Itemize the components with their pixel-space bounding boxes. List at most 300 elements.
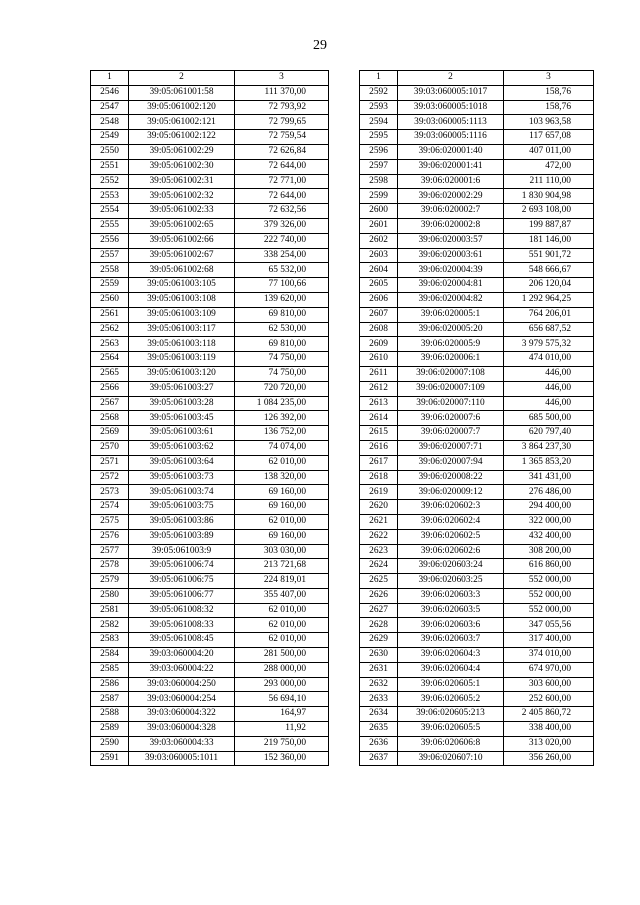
row-number: 2602 bbox=[360, 233, 398, 248]
cadastral-number: 39:06:020004:81 bbox=[398, 278, 504, 293]
row-number: 2610 bbox=[360, 352, 398, 367]
row-number: 2555 bbox=[91, 218, 129, 233]
cadastral-number: 39:03:060005:1113 bbox=[398, 115, 504, 130]
cadastral-number: 39:06:020004:39 bbox=[398, 263, 504, 278]
row-number: 2577 bbox=[91, 544, 129, 559]
table-row bbox=[360, 455, 594, 470]
row-number: 2633 bbox=[360, 692, 398, 707]
row-number: 2589 bbox=[91, 722, 129, 737]
table-row bbox=[91, 115, 329, 130]
row-number: 2563 bbox=[91, 337, 129, 352]
row-number: 2631 bbox=[360, 662, 398, 677]
cadastral-number: 39:05:061006:75 bbox=[129, 574, 235, 589]
cadastral-number: 39:05:061002:121 bbox=[129, 115, 235, 130]
table-row bbox=[91, 130, 329, 145]
cadastral-number: 39:06:020603:5 bbox=[398, 603, 504, 618]
cadastral-value: 2 405 860,72 bbox=[504, 707, 594, 722]
table-row bbox=[360, 130, 594, 145]
cadastral-number: 39:06:020603:24 bbox=[398, 559, 504, 574]
cadastral-number: 39:05:061002:120 bbox=[129, 100, 235, 115]
table-row bbox=[360, 85, 594, 100]
cadastral-number: 39:03:060005:1011 bbox=[129, 751, 235, 766]
cadastral-value: 552 000,00 bbox=[504, 588, 594, 603]
table-row bbox=[91, 544, 329, 559]
row-number: 2591 bbox=[91, 751, 129, 766]
cadastral-number: 39:05:061002:65 bbox=[129, 218, 235, 233]
table-row bbox=[91, 248, 329, 263]
cadastral-number: 39:06:020603:7 bbox=[398, 633, 504, 648]
row-number: 2619 bbox=[360, 485, 398, 500]
cadastral-number: 39:06:020002:7 bbox=[398, 204, 504, 219]
row-number: 2630 bbox=[360, 648, 398, 663]
row-number: 2574 bbox=[91, 500, 129, 515]
cadastral-number: 39:06:020007:110 bbox=[398, 396, 504, 411]
table-row bbox=[360, 366, 594, 381]
cadastral-value: 213 721,68 bbox=[235, 559, 329, 574]
cadastral-number: 39:06:020007:94 bbox=[398, 455, 504, 470]
cadastral-number: 39:06:020603:6 bbox=[398, 618, 504, 633]
cadastral-number: 39:05:061003:105 bbox=[129, 278, 235, 293]
cadastral-value: 1 292 964,25 bbox=[504, 292, 594, 307]
cadastral-value: 72 644,00 bbox=[235, 159, 329, 174]
cadastral-number: 39:05:061003:28 bbox=[129, 396, 235, 411]
row-number: 2635 bbox=[360, 722, 398, 737]
table-row bbox=[360, 751, 594, 766]
cadastral-value: 616 860,00 bbox=[504, 559, 594, 574]
row-number: 2634 bbox=[360, 707, 398, 722]
cadastral-value: 1 084 235,00 bbox=[235, 396, 329, 411]
table-row bbox=[360, 470, 594, 485]
table-row bbox=[91, 263, 329, 278]
row-number: 2597 bbox=[360, 159, 398, 174]
cadastral-value: 294 400,00 bbox=[504, 500, 594, 515]
cadastral-value: 3 864 237,30 bbox=[504, 440, 594, 455]
table-row bbox=[91, 144, 329, 159]
table-row bbox=[360, 144, 594, 159]
row-number: 2571 bbox=[91, 455, 129, 470]
header-col-1: 1 bbox=[91, 71, 129, 86]
cadastral-number: 39:05:061008:33 bbox=[129, 618, 235, 633]
cadastral-value: 158,76 bbox=[504, 100, 594, 115]
cadastral-value: 152 360,00 bbox=[235, 751, 329, 766]
row-number: 2560 bbox=[91, 292, 129, 307]
cadastral-value: 551 901,72 bbox=[504, 248, 594, 263]
cadastral-value: 77 100,66 bbox=[235, 278, 329, 293]
row-number: 2575 bbox=[91, 514, 129, 529]
table-row bbox=[91, 233, 329, 248]
row-number: 2620 bbox=[360, 500, 398, 515]
table-row bbox=[91, 707, 329, 722]
cadastral-number: 39:06:020007:71 bbox=[398, 440, 504, 455]
row-number: 2621 bbox=[360, 514, 398, 529]
cadastral-number: 39:03:060005:1116 bbox=[398, 130, 504, 145]
row-number: 2553 bbox=[91, 189, 129, 204]
row-number: 2573 bbox=[91, 485, 129, 500]
header-row bbox=[91, 71, 329, 86]
table-row bbox=[91, 662, 329, 677]
table-row bbox=[91, 692, 329, 707]
cadastral-value: 474 010,00 bbox=[504, 352, 594, 367]
row-number: 2592 bbox=[360, 85, 398, 100]
row-number: 2622 bbox=[360, 529, 398, 544]
row-number: 2561 bbox=[91, 307, 129, 322]
cadastral-number: 39:05:061003:45 bbox=[129, 411, 235, 426]
cadastral-number: 39:06:020605:2 bbox=[398, 692, 504, 707]
cadastral-value: 446,00 bbox=[504, 396, 594, 411]
cadastral-number: 39:06:020602:4 bbox=[398, 514, 504, 529]
cadastral-number: 39:05:061006:74 bbox=[129, 559, 235, 574]
table-row bbox=[91, 366, 329, 381]
header-col-1: 1 bbox=[360, 71, 398, 86]
row-number: 2547 bbox=[91, 100, 129, 115]
table-row bbox=[91, 278, 329, 293]
row-number: 2636 bbox=[360, 736, 398, 751]
cadastral-number: 39:06:020004:82 bbox=[398, 292, 504, 307]
cadastral-value: 552 000,00 bbox=[504, 603, 594, 618]
cadastral-value: 685 500,00 bbox=[504, 411, 594, 426]
table-row bbox=[91, 529, 329, 544]
cadastral-value: 126 392,00 bbox=[235, 411, 329, 426]
table-row bbox=[91, 559, 329, 574]
cadastral-value: 219 750,00 bbox=[235, 736, 329, 751]
row-number: 2603 bbox=[360, 248, 398, 263]
cadastral-value: 338 400,00 bbox=[504, 722, 594, 737]
cadastral-number: 39:06:020605:213 bbox=[398, 707, 504, 722]
cadastral-value: 62 010,00 bbox=[235, 633, 329, 648]
cadastral-value: 62 010,00 bbox=[235, 603, 329, 618]
right-cadastral-table bbox=[359, 70, 594, 766]
table-row bbox=[360, 618, 594, 633]
row-number: 2599 bbox=[360, 189, 398, 204]
table-row bbox=[360, 440, 594, 455]
cadastral-value: 3 979 575,32 bbox=[504, 337, 594, 352]
table-row bbox=[91, 396, 329, 411]
row-number: 2618 bbox=[360, 470, 398, 485]
cadastral-value: 252 600,00 bbox=[504, 692, 594, 707]
cadastral-number: 39:05:061002:30 bbox=[129, 159, 235, 174]
row-number: 2593 bbox=[360, 100, 398, 115]
cadastral-number: 39:06:020003:57 bbox=[398, 233, 504, 248]
cadastral-number: 39:05:061003:9 bbox=[129, 544, 235, 559]
cadastral-number: 39:06:020002:29 bbox=[398, 189, 504, 204]
row-number: 2598 bbox=[360, 174, 398, 189]
cadastral-value: 139 620,00 bbox=[235, 292, 329, 307]
cadastral-value: 62 530,00 bbox=[235, 322, 329, 337]
cadastral-number: 39:06:020604:4 bbox=[398, 662, 504, 677]
table-row bbox=[360, 233, 594, 248]
row-number: 2566 bbox=[91, 381, 129, 396]
table-row bbox=[91, 588, 329, 603]
cadastral-number: 39:03:060004:22 bbox=[129, 662, 235, 677]
row-number: 2613 bbox=[360, 396, 398, 411]
row-number: 2557 bbox=[91, 248, 129, 263]
cadastral-number: 39:05:061003:119 bbox=[129, 352, 235, 367]
cadastral-value: 432 400,00 bbox=[504, 529, 594, 544]
cadastral-number: 39:06:020602:3 bbox=[398, 500, 504, 515]
table-row bbox=[91, 648, 329, 663]
cadastral-value: 674 970,00 bbox=[504, 662, 594, 677]
table-row bbox=[360, 603, 594, 618]
row-number: 2579 bbox=[91, 574, 129, 589]
cadastral-value: 181 146,00 bbox=[504, 233, 594, 248]
row-number: 2587 bbox=[91, 692, 129, 707]
cadastral-number: 39:05:061003:118 bbox=[129, 337, 235, 352]
cadastral-value: 72 771,00 bbox=[235, 174, 329, 189]
cadastral-value: 308 200,00 bbox=[504, 544, 594, 559]
row-number: 2580 bbox=[91, 588, 129, 603]
table-row bbox=[91, 411, 329, 426]
cadastral-number: 39:06:020007:109 bbox=[398, 381, 504, 396]
cadastral-number: 39:06:020602:5 bbox=[398, 529, 504, 544]
header-col-2: 2 bbox=[398, 71, 504, 86]
cadastral-value: 1 830 904,98 bbox=[504, 189, 594, 204]
cadastral-value: 74 750,00 bbox=[235, 366, 329, 381]
table-row bbox=[91, 85, 329, 100]
row-number: 2626 bbox=[360, 588, 398, 603]
table-row bbox=[360, 381, 594, 396]
cadastral-value: 374 010,00 bbox=[504, 648, 594, 663]
table-row bbox=[91, 322, 329, 337]
table-row bbox=[360, 574, 594, 589]
table-row bbox=[91, 352, 329, 367]
cadastral-number: 39:06:020008:22 bbox=[398, 470, 504, 485]
cadastral-value: 276 486,00 bbox=[504, 485, 594, 500]
cadastral-value: 69 810,00 bbox=[235, 307, 329, 322]
cadastral-number: 39:05:061002:66 bbox=[129, 233, 235, 248]
table-row bbox=[360, 736, 594, 751]
table-row bbox=[91, 603, 329, 618]
row-number: 2614 bbox=[360, 411, 398, 426]
table-row bbox=[91, 574, 329, 589]
cadastral-number: 39:06:020602:6 bbox=[398, 544, 504, 559]
row-number: 2607 bbox=[360, 307, 398, 322]
table-row bbox=[360, 248, 594, 263]
table-row bbox=[91, 159, 329, 174]
cadastral-number: 39:05:061008:32 bbox=[129, 603, 235, 618]
table-row bbox=[360, 159, 594, 174]
row-number: 2559 bbox=[91, 278, 129, 293]
cadastral-value: 62 010,00 bbox=[235, 514, 329, 529]
cadastral-value: 69 160,00 bbox=[235, 529, 329, 544]
cadastral-value: 69 810,00 bbox=[235, 337, 329, 352]
cadastral-number: 39:06:020604:3 bbox=[398, 648, 504, 663]
cadastral-value: 72 759,54 bbox=[235, 130, 329, 145]
row-number: 2594 bbox=[360, 115, 398, 130]
cadastral-number: 39:03:060004:33 bbox=[129, 736, 235, 751]
cadastral-value: 11,92 bbox=[235, 722, 329, 737]
cadastral-number: 39:05:061003:27 bbox=[129, 381, 235, 396]
cadastral-value: 62 010,00 bbox=[235, 455, 329, 470]
cadastral-value: 317 400,00 bbox=[504, 633, 594, 648]
cadastral-value: 322 000,00 bbox=[504, 514, 594, 529]
table-row bbox=[91, 485, 329, 500]
table-row bbox=[91, 337, 329, 352]
cadastral-number: 39:05:061003:61 bbox=[129, 426, 235, 441]
cadastral-number: 39:05:061002:32 bbox=[129, 189, 235, 204]
table-row bbox=[360, 263, 594, 278]
cadastral-number: 39:03:060005:1017 bbox=[398, 85, 504, 100]
row-number: 2565 bbox=[91, 366, 129, 381]
cadastral-number: 39:05:061006:77 bbox=[129, 588, 235, 603]
row-number: 2556 bbox=[91, 233, 129, 248]
row-number: 2601 bbox=[360, 218, 398, 233]
table-row bbox=[91, 455, 329, 470]
row-number: 2576 bbox=[91, 529, 129, 544]
table-row bbox=[360, 115, 594, 130]
row-number: 2551 bbox=[91, 159, 129, 174]
row-number: 2637 bbox=[360, 751, 398, 766]
cadastral-number: 39:06:020607:10 bbox=[398, 751, 504, 766]
cadastral-number: 39:05:061003:75 bbox=[129, 500, 235, 515]
cadastral-value: 56 694,10 bbox=[235, 692, 329, 707]
row-number: 2628 bbox=[360, 618, 398, 633]
cadastral-value: 164,97 bbox=[235, 707, 329, 722]
cadastral-number: 39:06:020005:20 bbox=[398, 322, 504, 337]
table-row bbox=[360, 544, 594, 559]
cadastral-number: 39:06:020001:6 bbox=[398, 174, 504, 189]
cadastral-number: 39:06:020603:3 bbox=[398, 588, 504, 603]
row-number: 2568 bbox=[91, 411, 129, 426]
table-row bbox=[91, 722, 329, 737]
row-number: 2564 bbox=[91, 352, 129, 367]
cadastral-value: 72 799,65 bbox=[235, 115, 329, 130]
table-row bbox=[360, 337, 594, 352]
cadastral-value: 379 326,00 bbox=[235, 218, 329, 233]
cadastral-number: 39:05:061002:29 bbox=[129, 144, 235, 159]
cadastral-value: 224 819,01 bbox=[235, 574, 329, 589]
table-row bbox=[91, 751, 329, 766]
cadastral-value: 303 030,00 bbox=[235, 544, 329, 559]
table-row bbox=[360, 322, 594, 337]
table-row bbox=[360, 174, 594, 189]
cadastral-value: 72 644,00 bbox=[235, 189, 329, 204]
table-row bbox=[360, 559, 594, 574]
cadastral-value: 720 720,00 bbox=[235, 381, 329, 396]
row-number: 2586 bbox=[91, 677, 129, 692]
row-number: 2584 bbox=[91, 648, 129, 663]
row-number: 2625 bbox=[360, 574, 398, 589]
cadastral-value: 446,00 bbox=[504, 381, 594, 396]
cadastral-value: 281 500,00 bbox=[235, 648, 329, 663]
row-number: 2611 bbox=[360, 366, 398, 381]
table-row bbox=[91, 204, 329, 219]
header-col-2: 2 bbox=[129, 71, 235, 86]
cadastral-value: 1 365 853,20 bbox=[504, 455, 594, 470]
row-number: 2578 bbox=[91, 559, 129, 574]
cadastral-number: 39:06:020005:9 bbox=[398, 337, 504, 352]
cadastral-number: 39:03:060004:328 bbox=[129, 722, 235, 737]
table-row bbox=[360, 292, 594, 307]
cadastral-value: 206 120,04 bbox=[504, 278, 594, 293]
row-number: 2588 bbox=[91, 707, 129, 722]
table-row bbox=[360, 218, 594, 233]
cadastral-value: 356 260,00 bbox=[504, 751, 594, 766]
table-row bbox=[360, 722, 594, 737]
cadastral-number: 39:03:060004:322 bbox=[129, 707, 235, 722]
cadastral-number: 39:06:020603:25 bbox=[398, 574, 504, 589]
row-number: 2605 bbox=[360, 278, 398, 293]
table-row bbox=[91, 440, 329, 455]
table-row bbox=[360, 648, 594, 663]
table-row bbox=[360, 500, 594, 515]
table-row bbox=[360, 514, 594, 529]
table-row bbox=[91, 500, 329, 515]
cadastral-value: 72 632,56 bbox=[235, 204, 329, 219]
cadastral-value: 764 206,01 bbox=[504, 307, 594, 322]
cadastral-value: 338 254,00 bbox=[235, 248, 329, 263]
row-number: 2549 bbox=[91, 130, 129, 145]
table-row bbox=[360, 307, 594, 322]
table-row bbox=[360, 278, 594, 293]
cadastral-value: 74 750,00 bbox=[235, 352, 329, 367]
table-row bbox=[360, 100, 594, 115]
cadastral-number: 39:05:061003:74 bbox=[129, 485, 235, 500]
header-row bbox=[360, 71, 594, 86]
cadastral-value: 472,00 bbox=[504, 159, 594, 174]
row-number: 2624 bbox=[360, 559, 398, 574]
row-number: 2558 bbox=[91, 263, 129, 278]
cadastral-number: 39:05:061003:62 bbox=[129, 440, 235, 455]
row-number: 2623 bbox=[360, 544, 398, 559]
row-number: 2627 bbox=[360, 603, 398, 618]
row-number: 2569 bbox=[91, 426, 129, 441]
table-row bbox=[91, 292, 329, 307]
cadastral-value: 2 693 108,00 bbox=[504, 204, 594, 219]
table-row bbox=[360, 411, 594, 426]
row-number: 2608 bbox=[360, 322, 398, 337]
table-row bbox=[360, 692, 594, 707]
cadastral-number: 39:06:020002:8 bbox=[398, 218, 504, 233]
cadastral-value: 138 320,00 bbox=[235, 470, 329, 485]
cadastral-value: 74 074,00 bbox=[235, 440, 329, 455]
row-number: 2606 bbox=[360, 292, 398, 307]
table-row bbox=[91, 514, 329, 529]
cadastral-value: 313 020,00 bbox=[504, 736, 594, 751]
cadastral-value: 288 000,00 bbox=[235, 662, 329, 677]
table-row bbox=[91, 189, 329, 204]
cadastral-value: 446,00 bbox=[504, 366, 594, 381]
cadastral-number: 39:06:020006:1 bbox=[398, 352, 504, 367]
cadastral-number: 39:06:020007:108 bbox=[398, 366, 504, 381]
cadastral-value: 293 000,00 bbox=[235, 677, 329, 692]
cadastral-value: 407 011,00 bbox=[504, 144, 594, 159]
table-row bbox=[91, 174, 329, 189]
cadastral-number: 39:05:061002:68 bbox=[129, 263, 235, 278]
table-row bbox=[360, 189, 594, 204]
table-row bbox=[91, 677, 329, 692]
cadastral-number: 39:06:020605:5 bbox=[398, 722, 504, 737]
table-row bbox=[91, 618, 329, 633]
row-number: 2609 bbox=[360, 337, 398, 352]
page-number: 29 bbox=[313, 38, 327, 53]
cadastral-number: 39:03:060004:250 bbox=[129, 677, 235, 692]
row-number: 2616 bbox=[360, 440, 398, 455]
row-number: 2615 bbox=[360, 426, 398, 441]
cadastral-value: 65 532,00 bbox=[235, 263, 329, 278]
table-row bbox=[360, 396, 594, 411]
cadastral-value: 69 160,00 bbox=[235, 500, 329, 515]
cadastral-number: 39:06:020001:40 bbox=[398, 144, 504, 159]
cadastral-number: 39:05:061002:122 bbox=[129, 130, 235, 145]
cadastral-value: 158,76 bbox=[504, 85, 594, 100]
cadastral-number: 39:06:020009:12 bbox=[398, 485, 504, 500]
table-row bbox=[360, 426, 594, 441]
cadastral-number: 39:05:061003:120 bbox=[129, 366, 235, 381]
row-number: 2612 bbox=[360, 381, 398, 396]
cadastral-number: 39:03:060004:254 bbox=[129, 692, 235, 707]
table-row bbox=[360, 633, 594, 648]
row-number: 2572 bbox=[91, 470, 129, 485]
